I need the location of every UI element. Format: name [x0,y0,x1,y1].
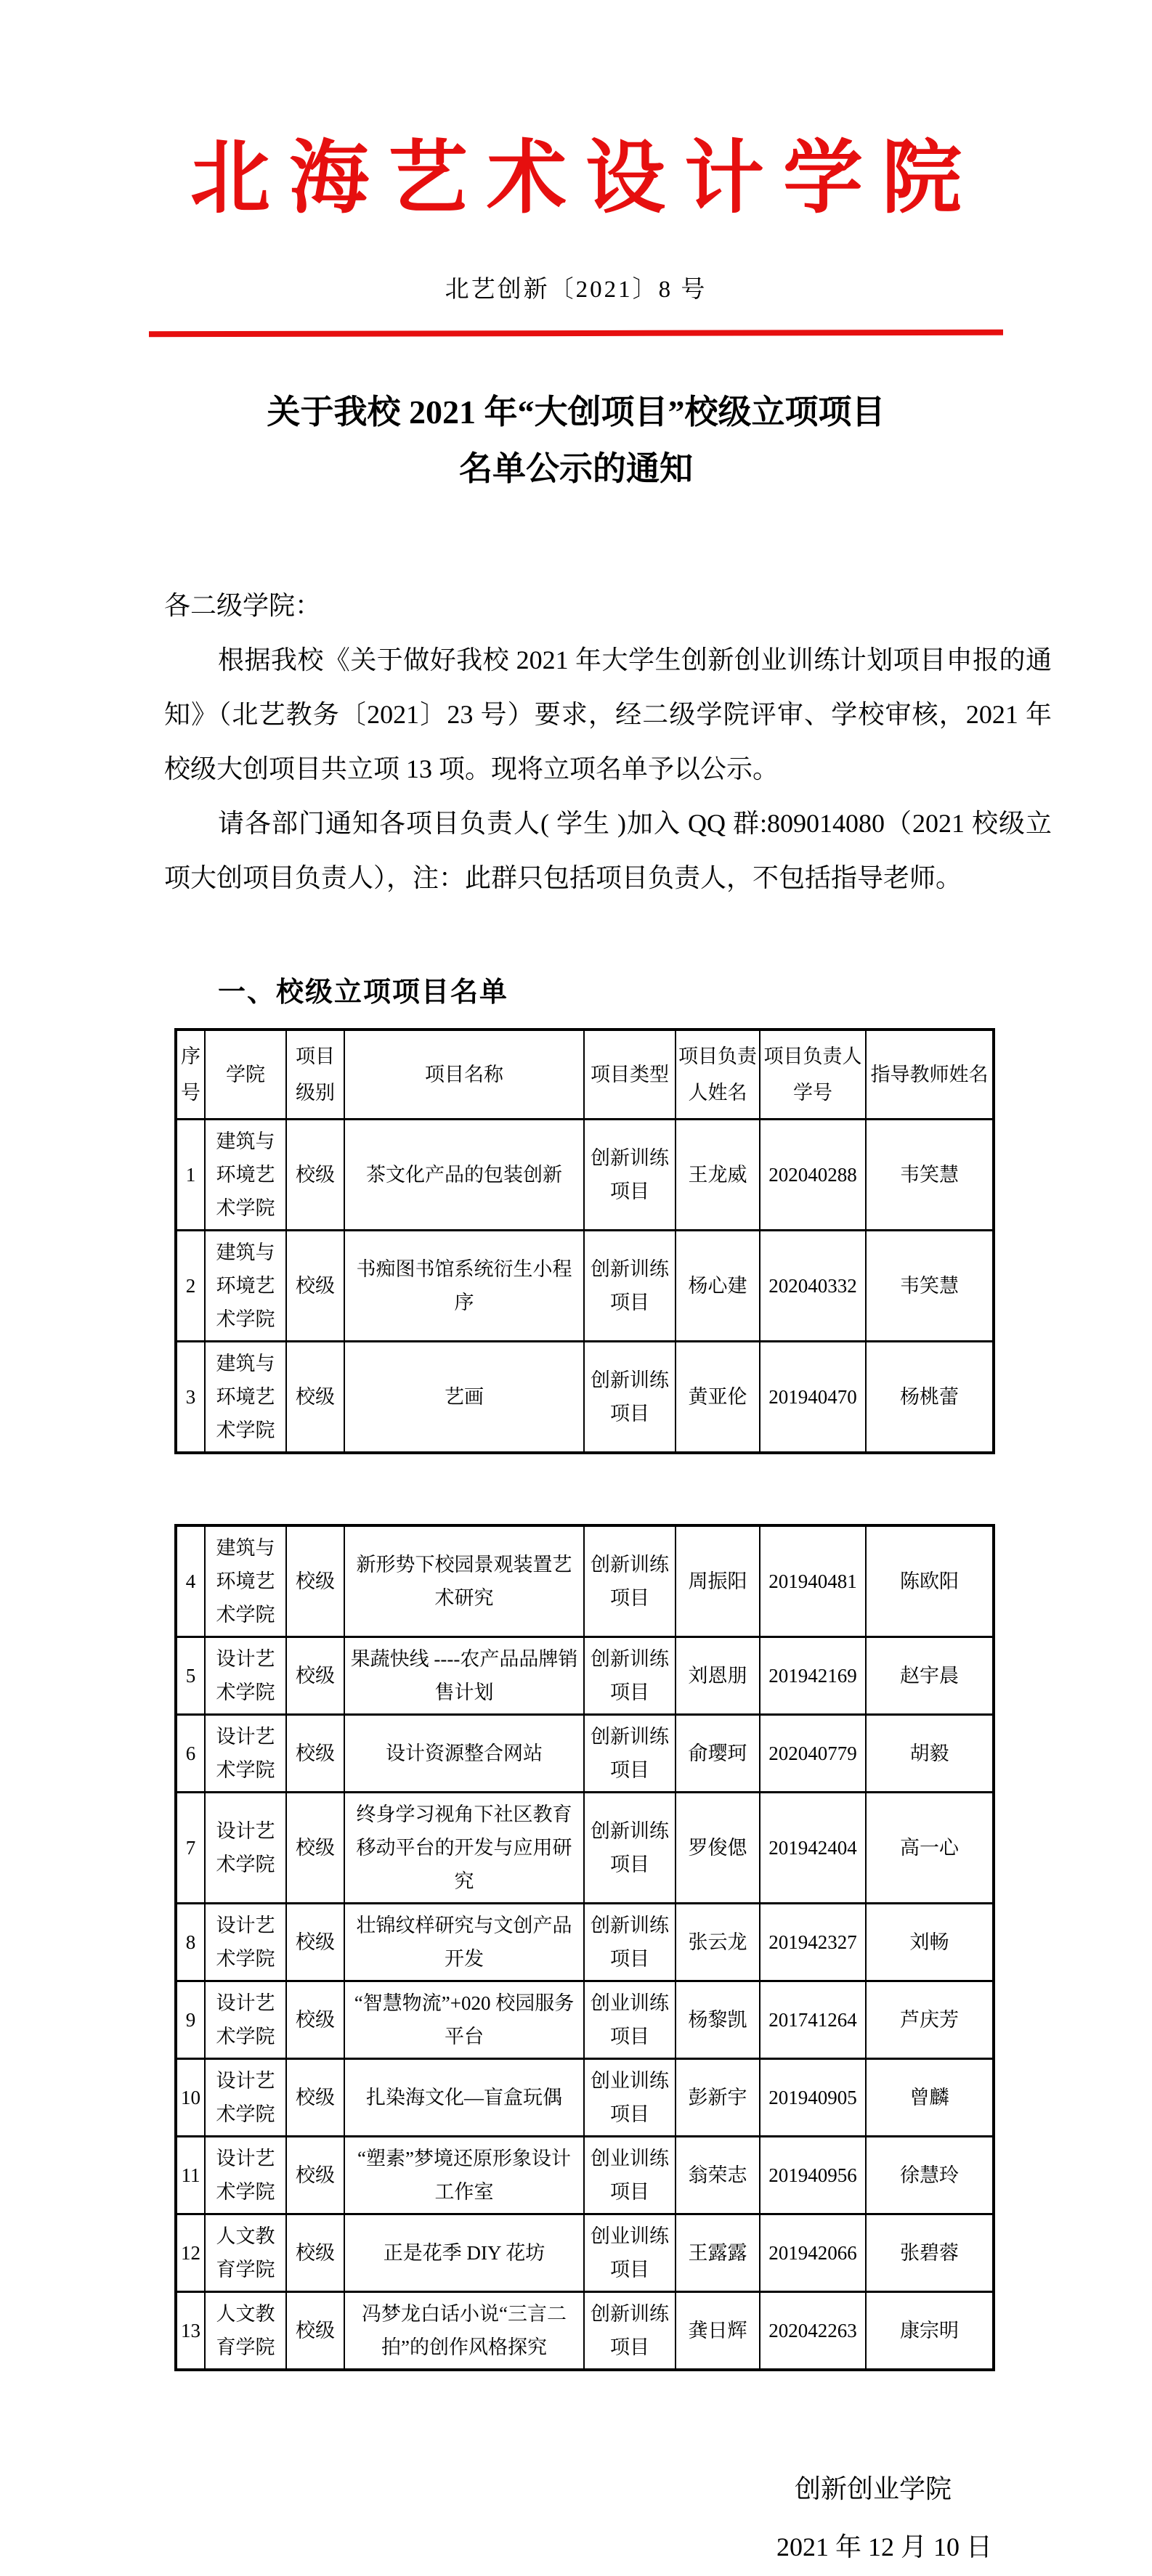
table-cell-no: 9 [176,1981,205,2058]
table-row [176,2058,994,2136]
table-cell-leader: 罗俊偲 [676,1792,760,1903]
table-cell-teacher: 韦笑慧 [866,1119,994,1230]
table-cell-college: 设计艺术学院 [205,2136,286,2214]
table-cell-level: 校级 [286,1341,344,1453]
table-cell-student_id: 202040332 [760,1230,866,1341]
table-cell-leader: 杨黎凯 [676,1981,760,2058]
table-cell-level: 校级 [286,1119,344,1230]
table-cell-name: “塑素”梦境还原形象设计工作室 [344,2136,584,2214]
table-cell-college: 设计艺术学院 [205,1792,286,1903]
table-cell-teacher: 张碧蓉 [866,2214,994,2291]
table-cell-name: 茶文化产品的包装创新 [344,1119,584,1230]
table-header-cell: 指导教师姓名 [866,1030,994,1120]
table-cell-college: 建筑与环境艺术学院 [205,1341,286,1453]
table-cell-leader: 黄亚伦 [676,1341,760,1453]
table-cell-teacher: 胡毅 [866,1714,994,1792]
table-cell-teacher: 刘畅 [866,1903,994,1981]
table-header-cell: 项目负责人学号 [760,1030,866,1120]
table-cell-college: 设计艺术学院 [205,1981,286,2058]
table-row [176,2291,994,2370]
table-cell-teacher: 杨桃蕾 [866,1341,994,1453]
table-cell-no: 13 [176,2291,205,2370]
table-row [176,1903,994,1981]
table-cell-type: 创新训练项目 [584,1230,676,1341]
table-cell-student_id: 201940905 [760,2058,866,2136]
table-cell-name: 冯梦龙白话小说“三言二拍”的创作风格探究 [344,2291,584,2370]
table-cell-type: 创新训练项目 [584,1119,676,1230]
table-row [176,1981,994,2058]
table-cell-level: 校级 [286,2291,344,2370]
table-header-cell: 学院 [205,1030,286,1120]
table-header-cell: 项目名称 [344,1030,584,1120]
table-cell-type: 创新训练项目 [584,1792,676,1903]
doc-number: 北艺创新〔2021〕8 号 [445,276,707,303]
table-cell-level: 校级 [286,1714,344,1792]
table-cell-no: 10 [176,2058,205,2136]
table-cell-leader: 彭新宇 [676,2058,760,2136]
table-cell-level: 校级 [286,2058,344,2136]
table-cell-no: 1 [176,1119,205,1230]
table-cell-name: “智慧物流”+020 校园服务平台 [344,1981,584,2058]
table-header-cell: 项目类型 [584,1030,676,1120]
table-row [176,1637,994,1714]
table-cell-level: 校级 [286,1792,344,1903]
table-cell-student_id: 201942327 [760,1903,866,1981]
table-cell-leader: 俞璎珂 [676,1714,760,1792]
table-row [176,2214,994,2291]
notice-title [0,384,1152,497]
table-cell-teacher: 韦笑慧 [866,1230,994,1341]
table-cell-leader: 杨心建 [676,1230,760,1341]
project-table-block-1 [174,1028,995,1454]
project-table-block-2 [174,1524,995,2371]
table-cell-type: 创业训练项目 [584,2214,676,2291]
table-header-cell: 项目级别 [286,1030,344,1120]
table-header-cell: 序号 [176,1030,205,1120]
table-cell-type: 创新训练项目 [584,1714,676,1792]
table-body-block-2 [176,1525,994,2370]
table-cell-name: 扎染海文化—盲盒玩偶 [344,2058,584,2136]
table-cell-college: 设计艺术学院 [205,1637,286,1714]
table-cell-leader: 龚日辉 [676,2291,760,2370]
footer-signature: 创新创业学院 [794,2474,952,2503]
table-cell-teacher: 赵宇晨 [866,1637,994,1714]
table-cell-level: 校级 [286,1903,344,1981]
table-cell-no: 12 [176,2214,205,2291]
footer [0,2460,1152,2576]
table-cell-type: 创业训练项目 [584,2058,676,2136]
table-cell-student_id: 201940481 [760,1525,866,1637]
table-cell-no: 4 [176,1525,205,1637]
table-cell-name: 果蔬快线 ----农产品品牌销售计划 [344,1637,584,1714]
table-cell-type: 创新训练项目 [584,1637,676,1714]
table-cell-name: 壮锦纹样研究与文创产品开发 [344,1903,584,1981]
table-row [176,2136,994,2214]
table-cell-no: 3 [176,1341,205,1453]
table-cell-no: 5 [176,1637,205,1714]
table-cell-college: 建筑与环境艺术学院 [205,1525,286,1637]
table-body-block-1 [176,1119,994,1453]
table-header-cell: 项目负责人姓名 [676,1030,760,1120]
notice-title-line2: 名单公示的通知 [459,449,693,487]
table-cell-student_id: 202040779 [760,1714,866,1792]
table-cell-teacher: 曾麟 [866,2058,994,2136]
table-row [176,1119,994,1230]
body-paragraph-1: 根据我校《关于做好我校 2021 年大学生创新创业训练计划项目申报的通知》（北艺教务〔2021〕23 号）要求，经二级学院评审、学校审核，2021 年校级大创项目共立项 13 项。现将立项名单予以公示。 [164,645,1052,783]
table-cell-college: 建筑与环境艺术学院 [205,1230,286,1341]
table-cell-college: 设计艺术学院 [205,1903,286,1981]
table-header-row [176,1030,994,1120]
table-cell-type: 创新训练项目 [584,2291,676,2370]
table-cell-student_id: 201942169 [760,1637,866,1714]
table-row [176,1341,994,1453]
table-cell-level: 校级 [286,2136,344,2214]
table-cell-name: 艺画 [344,1341,584,1453]
table-row [176,1792,994,1903]
table-cell-leader: 翁荣志 [676,2136,760,2214]
table-cell-level: 校级 [286,1637,344,1714]
table-cell-name: 设计资源整合网站 [344,1714,584,1792]
table-cell-teacher: 陈欧阳 [866,1525,994,1637]
letterhead-school-name: 北海艺术设计学院 [190,134,981,223]
project-table-wrap [174,1028,992,2371]
table-cell-college: 人文教育学院 [205,2291,286,2370]
table-row [176,1230,994,1341]
table-cell-type: 创业训练项目 [584,2136,676,2214]
table-row [176,1525,994,1637]
table-cell-no: 7 [176,1792,205,1903]
table-cell-student_id: 201741264 [760,1981,866,2058]
table-cell-no: 8 [176,1903,205,1981]
table-cell-college: 设计艺术学院 [205,1714,286,1792]
table-cell-student_id: 202042263 [760,2291,866,2370]
table-cell-teacher: 高一心 [866,1792,994,1903]
table-cell-level: 校级 [286,1981,344,2058]
table-cell-teacher: 芦庆芳 [866,1981,994,2058]
table-cell-name: 新形势下校园景观装置艺术研究 [344,1525,584,1637]
footer-date: 2021 年 12 月 10 日 [776,2532,992,2561]
table-cell-student_id: 202040288 [760,1119,866,1230]
table-cell-leader: 张云龙 [676,1903,760,1981]
salutation: 各二级学院： [164,590,322,620]
table-cell-leader: 王龙威 [676,1119,760,1230]
table-cell-type: 创新训练项目 [584,1525,676,1637]
table-cell-level: 校级 [286,1230,344,1341]
table-cell-no: 2 [176,1230,205,1341]
table-cell-no: 11 [176,2136,205,2214]
red-divider-rule [149,329,1003,336]
table-cell-leader: 周振阳 [676,1525,760,1637]
table-header [176,1030,994,1120]
table-cell-teacher: 康宗明 [866,2291,994,2370]
table-cell-type: 创新训练项目 [584,1341,676,1453]
body-paragraph-2: 请各部门通知各项目负责人( 学生 )加入 QQ 群:809014080（2021 校级立项大创项目负责人），注：此群只包括项目负责人，不包括指导老师。 [164,808,1052,892]
table-cell-college: 人文教育学院 [205,2214,286,2291]
table-cell-leader: 刘恩朋 [676,1637,760,1714]
table-cell-teacher: 徐慧玲 [866,2136,994,2214]
table-cell-college: 设计艺术学院 [205,2058,286,2136]
table-cell-student_id: 201942404 [760,1792,866,1903]
table-cell-type: 创业训练项目 [584,1981,676,2058]
table-cell-level: 校级 [286,2214,344,2291]
table-cell-name: 终身学习视角下社区教育移动平台的开发与应用研究 [344,1792,584,1903]
table-cell-no: 6 [176,1714,205,1792]
table-cell-level: 校级 [286,1525,344,1637]
table-cell-type: 创新训练项目 [584,1903,676,1981]
table-cell-student_id: 201940470 [760,1341,866,1453]
notice-body [164,579,1052,905]
table-cell-name: 书痴图书馆系统衍生小程序 [344,1230,584,1341]
table-cell-student_id: 201940956 [760,2136,866,2214]
notice-title-line1: 关于我校 2021 年“大创项目”校级立项项目 [267,393,885,431]
table-row [176,1714,994,1792]
table-cell-college: 建筑与环境艺术学院 [205,1119,286,1230]
section-heading: 一、校级立项项目名单 [218,977,509,1008]
table-cell-name: 正是花季 DIY 花坊 [344,2214,584,2291]
table-cell-student_id: 201942066 [760,2214,866,2291]
table-cell-leader: 王露露 [676,2214,760,2291]
